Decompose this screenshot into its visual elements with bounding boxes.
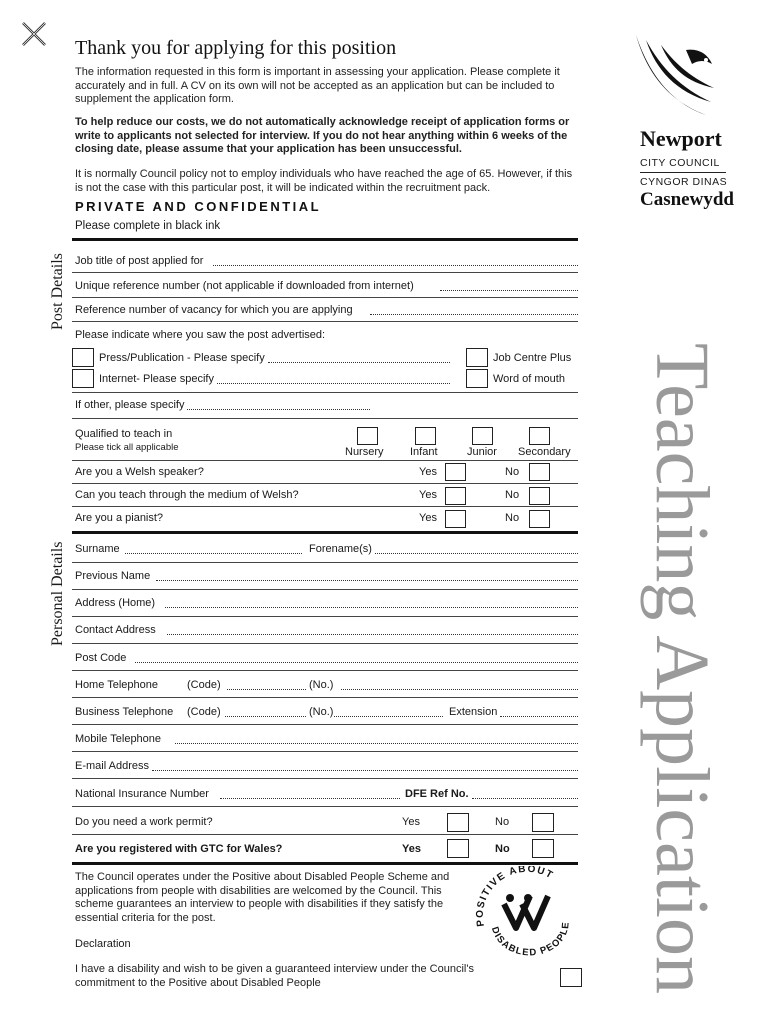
work-permit-no-checkbox[interactable] — [532, 813, 554, 832]
other-field[interactable] — [187, 409, 370, 410]
job-title-field[interactable] — [213, 265, 578, 266]
pianist-yes-checkbox[interactable] — [445, 510, 466, 528]
contact-address-field[interactable] — [167, 634, 578, 635]
other-label: If other, please specify — [75, 399, 185, 411]
pianist-no-checkbox[interactable] — [529, 510, 550, 528]
gtc-label: Are you registered with GTC for Wales? — [75, 843, 283, 855]
work-permit-no-label: No — [495, 816, 510, 828]
infant-checkbox[interactable] — [415, 427, 436, 445]
disability-scheme-text: The Council operates under the Positive about Disabled People Scheme and applications from people with disabilities are welcomed by the Council. This scheme guarantees an interview to people with disabilities if they satisfy the essential criteria for the post. — [75, 871, 450, 924]
surname-field[interactable] — [125, 553, 302, 554]
unique-ref-field[interactable] — [440, 290, 578, 291]
where-seen-label: Please indicate where you saw the post advertised: — [75, 329, 326, 341]
gtc-yes-checkbox[interactable] — [447, 839, 469, 858]
ni-number-field[interactable] — [220, 798, 400, 799]
home-tel-no-field[interactable] — [341, 689, 578, 690]
forenames-label: Forename(s) — [309, 543, 372, 555]
job-centre-checkbox[interactable] — [466, 348, 488, 367]
welsh-speaker-no-label: No — [505, 466, 520, 478]
contact-address-label: Contact Address — [75, 624, 156, 636]
welsh-medium-no-label: No — [505, 489, 520, 501]
post-code-label: Post Code — [75, 652, 127, 664]
welsh-medium-no-checkbox[interactable] — [529, 487, 550, 505]
page-title: Thank you for applying for this position — [75, 37, 397, 59]
press-checkbox[interactable] — [72, 348, 94, 367]
gtc-no-label: No — [495, 843, 510, 855]
extension-field[interactable] — [500, 716, 578, 717]
welsh-speaker-no-checkbox[interactable] — [529, 463, 550, 481]
dfe-ref-label: DFE Ref No. — [405, 788, 469, 800]
previous-name-field[interactable] — [156, 580, 578, 581]
ink-note: Please complete in black ink — [75, 220, 221, 232]
business-tel-no-label: (No.) — [309, 706, 334, 718]
email-label: E-mail Address — [75, 760, 149, 772]
nursery-checkbox[interactable] — [357, 427, 378, 445]
welsh-speaker-label: Are you a Welsh speaker? — [75, 466, 204, 478]
secondary-checkbox[interactable] — [529, 427, 550, 445]
home-tel-no-label: (No.) — [309, 679, 334, 691]
junior-checkbox[interactable] — [472, 427, 493, 445]
previous-name-label: Previous Name — [75, 570, 151, 582]
home-tel-code-field[interactable] — [227, 689, 306, 690]
mobile-label: Mobile Telephone — [75, 733, 162, 745]
phase-junior: Junior — [467, 446, 497, 458]
welsh-medium-label: Can you teach through the medium of Welsh? — [75, 489, 299, 501]
confidential-heading: PRIVATE AND CONFIDENTIAL — [75, 199, 322, 214]
press-label: Press/Publication - Please specify — [99, 352, 265, 364]
business-tel-label: Business Telephone — [75, 706, 174, 718]
press-field[interactable] — [268, 362, 450, 363]
intro-text: The information requested in this form is important in assessing your application. Please complete it accurately and in full. A CV on its own will not be accepted as an application but can be included to supplement the application form. — [75, 66, 560, 105]
pianist-label: Are you a pianist? — [75, 512, 164, 524]
business-tel-code-label: (Code) — [187, 706, 221, 718]
internet-checkbox[interactable] — [72, 369, 94, 388]
welsh-speaker-yes-label: Yes — [419, 466, 437, 478]
welsh-medium-yes-checkbox[interactable] — [445, 487, 466, 505]
tick-all-note: Please tick all applicable — [75, 442, 179, 453]
post-details-label: Post Details — [49, 253, 66, 330]
policy-text: It is normally Council policy not to employ individuals who have reached the age of 65. However, if this is not the case with this particular post, it will be indicated within the recruitment pack. — [75, 168, 573, 194]
vacancy-ref-label: Reference number of vacancy for which you are applying — [75, 304, 353, 316]
internet-field[interactable] — [217, 383, 450, 384]
job-centre-label: Job Centre Plus — [493, 352, 572, 364]
word-of-mouth-label: Word of mouth — [493, 373, 565, 385]
dfe-ref-field[interactable] — [472, 798, 578, 799]
home-tel-code-label: (Code) — [187, 679, 221, 691]
logo-line4: Casnewydd — [640, 189, 734, 210]
welsh-speaker-yes-checkbox[interactable] — [445, 463, 466, 481]
job-title-label: Job title of post applied for — [75, 255, 204, 267]
forenames-field[interactable] — [375, 553, 578, 554]
unique-ref-label: Unique reference number (not applicable if downloaded from internet) — [75, 280, 414, 292]
side-title: Teaching Application — [640, 343, 724, 995]
mobile-field[interactable] — [175, 743, 578, 744]
badge-bottom-text: DISABLED PEOPLE — [488, 920, 572, 956]
ni-number-label: National Insurance Number — [75, 788, 209, 800]
home-tel-label: Home Telephone — [75, 679, 158, 691]
work-permit-yes-label: Yes — [402, 816, 420, 828]
divider — [72, 238, 578, 241]
personal-details-label: Personal Details — [49, 541, 66, 646]
internet-label: Internet- Please specify — [99, 373, 214, 385]
work-permit-label: Do you need a work permit? — [75, 816, 213, 828]
address-label: Address (Home) — [75, 597, 156, 609]
logo-line3: CYNGOR DINAS — [640, 176, 728, 188]
declaration-heading: Declaration — [75, 938, 131, 950]
pianist-no-label: No — [505, 512, 520, 524]
extension-label: Extension — [449, 706, 498, 718]
qualified-label: Qualified to teach in — [75, 428, 173, 440]
phase-infant: Infant — [410, 446, 438, 458]
declaration-checkbox[interactable] — [560, 968, 582, 987]
newport-logo — [626, 30, 736, 220]
gtc-yes-label: Yes — [402, 843, 421, 855]
dragon-icon — [626, 30, 726, 125]
badge-top-text: POSITIVE ABOUT — [474, 866, 556, 928]
notice-text: To help reduce our costs, we do not automatically acknowledge receipt of application forms or write to applicants not selected for interview. If you do not hear anything within 6 weeks of the closing date, please assume that your application has been unsuccessful. — [75, 116, 570, 155]
tick-icon — [504, 894, 548, 928]
pianist-yes-label: Yes — [419, 512, 437, 524]
svg-text:POSITIVE ABOUT — [475, 866, 556, 927]
vacancy-ref-field[interactable] — [370, 314, 578, 315]
gtc-no-checkbox[interactable] — [532, 839, 554, 858]
phase-secondary: Secondary — [518, 446, 571, 458]
declaration-text: I have a disability and wish to be given a guaranteed interview under the Council's commitment to the Positive about Disabled People — [75, 963, 474, 989]
work-permit-yes-checkbox[interactable] — [447, 813, 469, 832]
welsh-medium-yes-label: Yes — [419, 489, 437, 501]
logo-line1: Newport — [640, 126, 722, 151]
close-icon[interactable] — [20, 20, 48, 48]
surname-label: Surname — [75, 543, 120, 555]
word-of-mouth-checkbox[interactable] — [466, 369, 488, 388]
phase-nursery: Nursery — [345, 446, 384, 458]
email-field[interactable] — [152, 770, 578, 771]
business-tel-code-field[interactable] — [225, 716, 306, 717]
business-tel-no-field[interactable] — [334, 716, 443, 717]
address-field[interactable] — [165, 607, 578, 608]
post-code-field[interactable] — [135, 662, 578, 663]
logo-line2: CITY COUNCIL — [640, 157, 720, 169]
disabled-badge-logo — [472, 866, 582, 956]
